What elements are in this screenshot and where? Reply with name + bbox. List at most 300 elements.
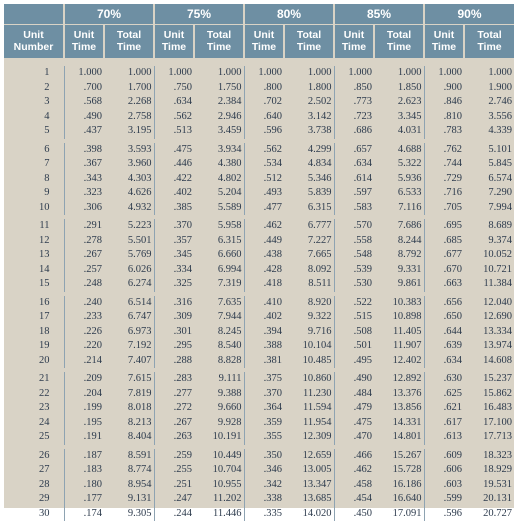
table-row xyxy=(4,201,514,216)
total-time-cell: 13.005 xyxy=(284,463,334,478)
unit-time-cell: .251 xyxy=(154,478,194,493)
unit-number-cell: 28 xyxy=(4,478,64,493)
total-time-cell: 10.955 xyxy=(194,478,244,493)
total-time-cell: 15.237 xyxy=(464,372,514,387)
unit-time-cell: .548 xyxy=(334,248,374,263)
total-time-cell: 8.792 xyxy=(374,248,424,263)
table-row xyxy=(4,430,514,445)
unit-time-cell: .334 xyxy=(154,263,194,278)
unit-number-cell: 14 xyxy=(4,263,64,278)
total-time-header: Total Time xyxy=(104,24,154,58)
unit-time-cell: .248 xyxy=(64,277,104,292)
total-time-cell: 20.131 xyxy=(464,492,514,507)
total-time-cell: 10.052 xyxy=(464,248,514,263)
percent-header: 75% xyxy=(154,4,244,24)
unit-time-cell: 1.000 xyxy=(334,66,374,81)
total-time-cell: 10.383 xyxy=(374,296,424,311)
unit-number-cell: 17 xyxy=(4,310,64,325)
unit-time-cell: .323 xyxy=(64,186,104,201)
unit-time-cell: .295 xyxy=(154,339,194,354)
unit-time-cell: .716 xyxy=(424,186,464,201)
unit-time-cell: .263 xyxy=(154,430,194,445)
table-row xyxy=(4,325,514,340)
unit-time-cell: .562 xyxy=(244,143,284,158)
table-row xyxy=(4,463,514,478)
unit-number-cell: 6 xyxy=(4,143,64,158)
total-time-cell: 4.626 xyxy=(104,186,154,201)
total-time-cell: 6.747 xyxy=(104,310,154,325)
unit-time-cell: .355 xyxy=(244,430,284,445)
column-header-row xyxy=(4,24,514,58)
total-time-cell: 4.834 xyxy=(284,157,334,172)
unit-time-cell: .335 xyxy=(244,507,284,521)
unit-time-cell: .375 xyxy=(244,372,284,387)
total-time-cell: 5.204 xyxy=(194,186,244,201)
unit-time-cell: .338 xyxy=(244,492,284,507)
unit-time-cell: .346 xyxy=(244,463,284,478)
unit-number-cell: 26 xyxy=(4,449,64,464)
total-time-cell: 14.020 xyxy=(284,507,334,521)
unit-time-cell: .220 xyxy=(64,339,104,354)
unit-time-cell: .773 xyxy=(334,95,374,110)
unit-time-cell: .702 xyxy=(244,95,284,110)
unit-time-cell: .562 xyxy=(154,110,194,125)
total-time-cell: 7.665 xyxy=(284,248,334,263)
table-row xyxy=(4,124,514,139)
unit-time-cell: .226 xyxy=(64,325,104,340)
total-time-cell: 7.116 xyxy=(374,201,424,216)
total-time-cell: 12.402 xyxy=(374,354,424,369)
percent-header: 80% xyxy=(244,4,334,24)
table-row xyxy=(4,372,514,387)
total-time-cell: 16.483 xyxy=(464,401,514,416)
percent-header: 90% xyxy=(424,4,514,24)
total-time-cell: 11.594 xyxy=(284,401,334,416)
unit-time-cell: .677 xyxy=(424,248,464,263)
total-time-cell: 10.449 xyxy=(194,449,244,464)
total-time-cell: 3.934 xyxy=(194,143,244,158)
total-time-cell: 13.685 xyxy=(284,492,334,507)
total-time-cell: 10.485 xyxy=(284,354,334,369)
unit-time-cell: .418 xyxy=(244,277,284,292)
unit-time-cell: .255 xyxy=(154,463,194,478)
unit-number-cell: 13 xyxy=(4,248,64,263)
total-time-cell: 11.954 xyxy=(284,416,334,431)
total-time-cell: 8.092 xyxy=(284,263,334,278)
total-time-cell: 14.608 xyxy=(464,354,514,369)
total-time-cell: 11.230 xyxy=(284,387,334,402)
total-time-header: Total Time xyxy=(464,24,514,58)
total-time-cell: 8.828 xyxy=(194,354,244,369)
unit-time-cell: .410 xyxy=(244,296,284,311)
unit-time-cell: .454 xyxy=(334,492,374,507)
total-time-cell: 6.315 xyxy=(284,201,334,216)
total-time-cell: 1.750 xyxy=(194,81,244,96)
table-row xyxy=(4,186,514,201)
unit-time-cell: .177 xyxy=(64,492,104,507)
unit-time-cell: .450 xyxy=(334,507,374,521)
unit-time-cell: .477 xyxy=(244,201,284,216)
total-time-cell: 13.856 xyxy=(374,401,424,416)
total-time-cell: 14.801 xyxy=(374,430,424,445)
unit-time-cell: .800 xyxy=(244,81,284,96)
unit-time-header: Unit Time xyxy=(154,24,194,58)
total-time-cell: 1.000 xyxy=(104,66,154,81)
table-row xyxy=(4,143,514,158)
corner-cell xyxy=(4,4,64,24)
total-time-cell: 2.384 xyxy=(194,95,244,110)
unit-time-cell: .343 xyxy=(64,172,104,187)
total-time-cell: 4.802 xyxy=(194,172,244,187)
unit-time-cell: .244 xyxy=(154,507,194,521)
total-time-cell: 1.000 xyxy=(284,66,334,81)
total-time-cell: 7.407 xyxy=(104,354,154,369)
unit-time-cell: .705 xyxy=(424,201,464,216)
unit-time-cell: .402 xyxy=(244,310,284,325)
unit-number-cell: 22 xyxy=(4,387,64,402)
total-time-cell: 1.800 xyxy=(284,81,334,96)
total-time-cell: 19.531 xyxy=(464,478,514,493)
table-row xyxy=(4,416,514,431)
table-row xyxy=(4,277,514,292)
total-time-cell: 5.769 xyxy=(104,248,154,263)
total-time-cell: 3.345 xyxy=(374,110,424,125)
unit-time-cell: .370 xyxy=(244,387,284,402)
total-time-cell: 10.704 xyxy=(194,463,244,478)
unit-time-cell: .630 xyxy=(424,372,464,387)
total-time-cell: 2.623 xyxy=(374,95,424,110)
total-time-cell: 3.593 xyxy=(104,143,154,158)
unit-time-cell: .617 xyxy=(424,416,464,431)
total-time-cell: 8.245 xyxy=(194,325,244,340)
unit-time-cell: .364 xyxy=(244,401,284,416)
total-time-cell: 3.738 xyxy=(284,124,334,139)
total-time-cell: 8.689 xyxy=(464,219,514,234)
total-time-cell: 5.936 xyxy=(374,172,424,187)
data-table xyxy=(4,4,514,521)
unit-time-cell: .462 xyxy=(244,219,284,234)
percent-header: 85% xyxy=(334,4,424,24)
unit-time-cell: .475 xyxy=(154,143,194,158)
total-time-cell: 8.018 xyxy=(104,401,154,416)
total-time-cell: 15.728 xyxy=(374,463,424,478)
percent-header: 70% xyxy=(64,4,154,24)
percent-header-row xyxy=(4,4,514,24)
total-time-cell: 9.131 xyxy=(104,492,154,507)
total-time-cell: 11.907 xyxy=(374,339,424,354)
unit-time-cell: .449 xyxy=(244,234,284,249)
unit-number-cell: 24 xyxy=(4,416,64,431)
total-time-cell: 9.660 xyxy=(194,401,244,416)
unit-time-cell: .306 xyxy=(64,201,104,216)
unit-time-cell: 1.000 xyxy=(244,66,284,81)
total-time-cell: 2.758 xyxy=(104,110,154,125)
unit-time-cell: .850 xyxy=(334,81,374,96)
unit-time-cell: .174 xyxy=(64,507,104,521)
total-time-cell: 11.446 xyxy=(194,507,244,521)
table-row xyxy=(4,507,514,521)
unit-time-cell: .359 xyxy=(244,416,284,431)
unit-time-cell: .685 xyxy=(424,234,464,249)
unit-time-cell: .370 xyxy=(154,219,194,234)
total-time-cell: 12.690 xyxy=(464,310,514,325)
learning-curve-table xyxy=(4,4,514,508)
unit-time-cell: .257 xyxy=(64,263,104,278)
total-time-cell: 9.928 xyxy=(194,416,244,431)
unit-time-cell: .259 xyxy=(154,449,194,464)
total-time-cell: 5.223 xyxy=(104,219,154,234)
total-time-cell: 6.994 xyxy=(194,263,244,278)
unit-time-cell: .723 xyxy=(334,110,374,125)
total-time-cell: 8.213 xyxy=(104,416,154,431)
total-time-cell: 13.974 xyxy=(464,339,514,354)
unit-time-header: Unit Time xyxy=(244,24,284,58)
total-time-cell: 15.862 xyxy=(464,387,514,402)
unit-time-cell: .670 xyxy=(424,263,464,278)
table-body xyxy=(4,58,514,521)
total-time-cell: 9.331 xyxy=(374,263,424,278)
unit-time-cell: .634 xyxy=(334,157,374,172)
unit-time-cell: .657 xyxy=(334,143,374,158)
unit-number-cell: 20 xyxy=(4,354,64,369)
total-time-cell: 3.960 xyxy=(104,157,154,172)
unit-number-cell: 21 xyxy=(4,372,64,387)
total-time-cell: 6.574 xyxy=(464,172,514,187)
total-time-header: Total Time xyxy=(374,24,424,58)
unit-time-cell: .309 xyxy=(154,310,194,325)
total-time-cell: 12.659 xyxy=(284,449,334,464)
table-row xyxy=(4,354,514,369)
unit-time-cell: .750 xyxy=(154,81,194,96)
total-time-cell: 11.405 xyxy=(374,325,424,340)
unit-time-cell: .394 xyxy=(244,325,284,340)
total-time-cell: 4.339 xyxy=(464,124,514,139)
total-time-cell: 16.186 xyxy=(374,478,424,493)
unit-time-cell: .446 xyxy=(154,157,194,172)
unit-number-cell: 12 xyxy=(4,234,64,249)
unit-time-cell: .183 xyxy=(64,463,104,478)
unit-time-header: Unit Time xyxy=(424,24,464,58)
unit-time-cell: .350 xyxy=(244,449,284,464)
unit-number-cell: 23 xyxy=(4,401,64,416)
total-time-cell: 16.640 xyxy=(374,492,424,507)
total-time-cell: 4.380 xyxy=(194,157,244,172)
unit-time-cell: .490 xyxy=(334,372,374,387)
unit-number-cell: 16 xyxy=(4,296,64,311)
total-time-cell: 4.688 xyxy=(374,143,424,158)
total-time-cell: 5.845 xyxy=(464,157,514,172)
unit-number-header: Unit Number xyxy=(4,24,64,58)
total-time-cell: 1.000 xyxy=(464,66,514,81)
total-time-cell: 7.290 xyxy=(464,186,514,201)
total-time-cell: 7.615 xyxy=(104,372,154,387)
unit-time-cell: .613 xyxy=(424,430,464,445)
unit-time-cell: .283 xyxy=(154,372,194,387)
unit-time-cell: .272 xyxy=(154,401,194,416)
unit-number-cell: 30 xyxy=(4,507,64,521)
total-time-cell: 12.309 xyxy=(284,430,334,445)
unit-time-header: Unit Time xyxy=(64,24,104,58)
table-row xyxy=(4,310,514,325)
table-row xyxy=(4,478,514,493)
unit-number-cell: 8 xyxy=(4,172,64,187)
unit-time-cell: .187 xyxy=(64,449,104,464)
total-time-cell: 8.511 xyxy=(284,277,334,292)
top-gap xyxy=(4,58,514,66)
total-time-cell: 8.404 xyxy=(104,430,154,445)
unit-time-cell: .603 xyxy=(424,478,464,493)
table-row xyxy=(4,401,514,416)
unit-time-cell: .316 xyxy=(154,296,194,311)
total-time-cell: 5.589 xyxy=(194,201,244,216)
unit-time-cell: .484 xyxy=(334,387,374,402)
table-row xyxy=(4,263,514,278)
total-time-cell: 3.459 xyxy=(194,124,244,139)
total-time-cell: 9.388 xyxy=(194,387,244,402)
unit-time-cell: .515 xyxy=(334,310,374,325)
table-row xyxy=(4,95,514,110)
total-time-cell: 6.274 xyxy=(104,277,154,292)
unit-time-cell: .247 xyxy=(154,492,194,507)
unit-time-cell: .233 xyxy=(64,310,104,325)
total-time-cell: 12.040 xyxy=(464,296,514,311)
unit-time-cell: .596 xyxy=(244,124,284,139)
unit-time-cell: .644 xyxy=(424,325,464,340)
total-time-cell: 13.334 xyxy=(464,325,514,340)
unit-time-cell: .204 xyxy=(64,387,104,402)
total-time-cell: 15.267 xyxy=(374,449,424,464)
total-time-cell: 11.384 xyxy=(464,277,514,292)
table-row xyxy=(4,219,514,234)
total-time-cell: 4.303 xyxy=(104,172,154,187)
total-time-cell: 3.195 xyxy=(104,124,154,139)
total-time-cell: 13.376 xyxy=(374,387,424,402)
unit-time-cell: .490 xyxy=(64,110,104,125)
table-row xyxy=(4,248,514,263)
total-time-cell: 1.900 xyxy=(464,81,514,96)
unit-time-cell: .558 xyxy=(334,234,374,249)
unit-time-cell: .345 xyxy=(154,248,194,263)
unit-time-cell: .625 xyxy=(424,387,464,402)
unit-time-cell: .686 xyxy=(334,124,374,139)
unit-time-cell: .437 xyxy=(64,124,104,139)
unit-time-cell: .357 xyxy=(154,234,194,249)
total-time-cell: 5.101 xyxy=(464,143,514,158)
total-time-cell: 7.319 xyxy=(194,277,244,292)
unit-number-cell: 2 xyxy=(4,81,64,96)
table-row xyxy=(4,234,514,249)
unit-time-cell: 1.000 xyxy=(424,66,464,81)
table-row xyxy=(4,339,514,354)
total-time-cell: 2.502 xyxy=(284,95,334,110)
unit-time-cell: .301 xyxy=(154,325,194,340)
unit-time-cell: 1.000 xyxy=(64,66,104,81)
unit-number-cell: 5 xyxy=(4,124,64,139)
total-time-cell: 8.920 xyxy=(284,296,334,311)
unit-time-header: Unit Time xyxy=(334,24,374,58)
unit-time-cell: .291 xyxy=(64,219,104,234)
unit-time-cell: .539 xyxy=(334,263,374,278)
total-time-cell: 5.346 xyxy=(284,172,334,187)
total-time-cell: 6.514 xyxy=(104,296,154,311)
unit-time-cell: .522 xyxy=(334,296,374,311)
unit-time-cell: .656 xyxy=(424,296,464,311)
unit-time-cell: .639 xyxy=(424,339,464,354)
unit-time-cell: .663 xyxy=(424,277,464,292)
total-time-header: Total Time xyxy=(284,24,334,58)
unit-time-cell: .634 xyxy=(154,95,194,110)
total-time-header: Total Time xyxy=(194,24,244,58)
unit-time-cell: 1.000 xyxy=(154,66,194,81)
unit-time-cell: .530 xyxy=(334,277,374,292)
unit-time-cell: .325 xyxy=(154,277,194,292)
total-time-cell: 3.556 xyxy=(464,110,514,125)
unit-time-cell: .597 xyxy=(334,186,374,201)
total-time-cell: 9.305 xyxy=(104,507,154,521)
total-time-cell: 9.322 xyxy=(284,310,334,325)
unit-number-cell: 1 xyxy=(4,66,64,81)
total-time-cell: 10.860 xyxy=(284,372,334,387)
unit-time-cell: .599 xyxy=(424,492,464,507)
total-time-cell: 4.031 xyxy=(374,124,424,139)
unit-time-cell: .195 xyxy=(64,416,104,431)
unit-time-cell: .267 xyxy=(64,248,104,263)
unit-time-cell: .810 xyxy=(424,110,464,125)
unit-number-cell: 15 xyxy=(4,277,64,292)
unit-time-cell: .614 xyxy=(334,172,374,187)
table-row xyxy=(4,449,514,464)
total-time-cell: 6.026 xyxy=(104,263,154,278)
table-row xyxy=(4,81,514,96)
unit-time-cell: .240 xyxy=(64,296,104,311)
unit-time-cell: .278 xyxy=(64,234,104,249)
unit-time-cell: .606 xyxy=(424,463,464,478)
unit-time-cell: .783 xyxy=(424,124,464,139)
unit-time-cell: .609 xyxy=(424,449,464,464)
unit-number-cell: 27 xyxy=(4,463,64,478)
total-time-cell: 7.819 xyxy=(104,387,154,402)
total-time-cell: 1.700 xyxy=(104,81,154,96)
unit-number-cell: 4 xyxy=(4,110,64,125)
unit-time-cell: .199 xyxy=(64,401,104,416)
unit-time-cell: .700 xyxy=(64,81,104,96)
unit-time-cell: .900 xyxy=(424,81,464,96)
unit-time-cell: .277 xyxy=(154,387,194,402)
table-row xyxy=(4,110,514,125)
unit-time-cell: .513 xyxy=(154,124,194,139)
table-row xyxy=(4,296,514,311)
unit-time-cell: .650 xyxy=(424,310,464,325)
unit-number-cell: 11 xyxy=(4,219,64,234)
unit-time-cell: .495 xyxy=(334,354,374,369)
unit-time-cell: .267 xyxy=(154,416,194,431)
unit-time-cell: .342 xyxy=(244,478,284,493)
unit-time-cell: .508 xyxy=(334,325,374,340)
total-time-cell: 1.000 xyxy=(374,66,424,81)
total-time-cell: 17.100 xyxy=(464,416,514,431)
total-time-cell: 5.322 xyxy=(374,157,424,172)
unit-time-cell: .695 xyxy=(424,219,464,234)
unit-number-cell: 7 xyxy=(4,157,64,172)
total-time-cell: 11.202 xyxy=(194,492,244,507)
unit-time-cell: .568 xyxy=(64,95,104,110)
unit-number-cell: 29 xyxy=(4,492,64,507)
total-time-cell: 14.331 xyxy=(374,416,424,431)
unit-time-cell: .762 xyxy=(424,143,464,158)
unit-time-cell: .621 xyxy=(424,401,464,416)
total-time-cell: 8.954 xyxy=(104,478,154,493)
total-time-cell: 2.268 xyxy=(104,95,154,110)
